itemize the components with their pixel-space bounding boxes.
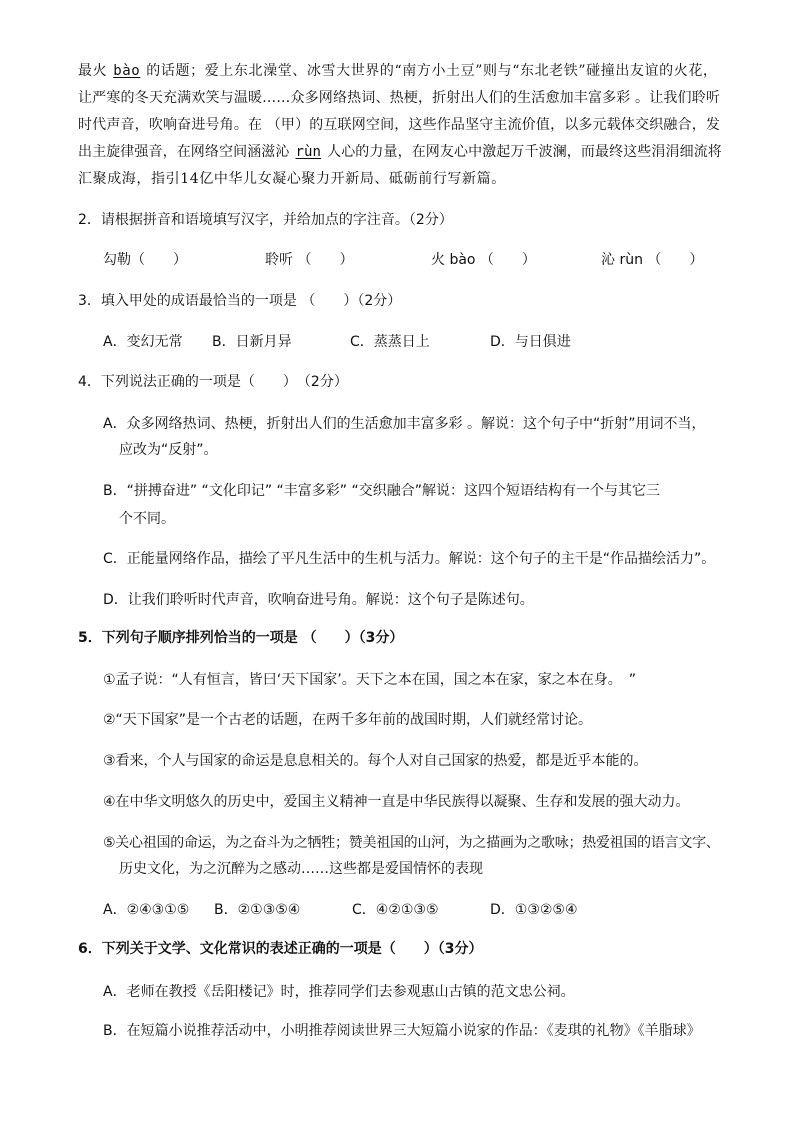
- q5-sentence-5-cont: 历史文化，为之沉醉为之感动……这些都是爱国情怀的表现: [119, 861, 483, 877]
- q2-blank-3: 火 bào （ ）: [431, 252, 536, 268]
- passage-line-5: 汇聚成海，指引14亿中华儿女凝心聚力开新局、砥砺前行写新篇。: [78, 171, 506, 187]
- q2-blank-1: 勾勒（ ）: [103, 252, 187, 268]
- q4-option-b-cont: 个不同。: [119, 511, 175, 527]
- q5-sentence-4: ④在中华文明悠久的历史中，爱国主义精神一直是中华民族得以凝聚、生存和发展的强大动力。: [103, 794, 690, 810]
- passage-line-3: 时代声音，吹响奋进号角。在 （甲）的互联网空间，这些作品坚守主流价值，以多元载体交织融合，发: [78, 117, 721, 133]
- q5-sentence-5: ⑤关心祖国的命运，为之奋斗为之牺牲；赞美祖国的山河，为之描画为之歌咏；热爱祖国的语言文字、: [103, 835, 720, 851]
- question-2-stem: 2．请根据拼音和语境填写汉字，并给加点的字注音。（2分）: [78, 212, 453, 228]
- q4-option-a-cont: 应改为“反射”。: [119, 442, 218, 458]
- q3-option-c: C．蒸蒸日上: [350, 334, 430, 350]
- pinyin-blank: rùn: [295, 144, 322, 160]
- q5-option-d: D．①③②⑤④: [490, 902, 578, 918]
- passage-line-2: 让严寒的冬天充满欢笑与温暖……众多网络热词、热梗，折射出人们的生活愈加丰富多彩 。让我们聆听: [78, 90, 721, 106]
- question-6-stem: 6．下列关于文学、文化常识的表述正确的一项是（ ）（3分）: [78, 941, 483, 957]
- passage-text: 最火: [78, 63, 108, 79]
- q3-option-a: A．变幻无常: [103, 334, 183, 350]
- passage-text: 的话题；爱上东北澡堂、冰雪大世界的“南方小土豆”则与“东北老铁”碰撞出友谊的火花，: [146, 63, 718, 79]
- question-4-stem: 4．下列说法正确的一项是（ ） （2分）: [78, 374, 348, 390]
- passage-line-1: [78, 62, 718, 80]
- q5-option-b: B．②①③⑤④: [214, 902, 301, 918]
- q3-option-b: B．日新月异: [212, 334, 292, 350]
- q3-option-d: D．与日俱进: [490, 334, 571, 350]
- q2-blank-4: 沁 rùn （ ）: [601, 252, 704, 268]
- question-3-stem: 3．填入甲处的成语最恰当的一项是 （ ）（2分）: [78, 293, 402, 309]
- passage-line-4: [78, 143, 722, 161]
- pinyin-blank: bào: [113, 63, 141, 79]
- q6-option-b: B．在短篇小说推荐活动中，小明推荐阅读世界三大短篇小说家的作品：《麦琪的礼物》《羊脂球》: [103, 1023, 701, 1039]
- q4-option-b: B．“拼搏奋进” “文化印记” “丰富多彩” “交织融合”解说：这四个短语结构有一个与其它三: [103, 483, 660, 499]
- passage-text: 出主旋律强音，在网络空间涵滋沁: [78, 144, 290, 160]
- q4-option-c: C．正能量网络作品，描绘了平凡生活中的生机与活力。解说：这个句子的主干是“作品描绘活力”。: [103, 551, 716, 567]
- question-5-stem: 5．下列句子顺序排列恰当的一项是 （ ）（3分）: [78, 630, 404, 646]
- q4-option-d: D．让我们聆听时代声音，吹响奋进号角。解说：这个句子是陈述句。: [103, 592, 534, 608]
- q2-blank-2: 聆听 （ ）: [265, 252, 354, 268]
- passage-text: 人心的力量，在网友心中激起万千波澜，而最终这些涓涓细流将: [327, 144, 722, 160]
- q5-sentence-2: ②“天下国家”是一个古老的话题，在两千多年前的战国时期，人们就经常讨论。: [103, 712, 593, 728]
- q5-sentence-1: ①孟子说：“人有恒言，皆曰‘天下国家’。天下之本在国，国之本在家，家之本在身。 ”: [103, 672, 636, 688]
- q4-option-a: A．众多网络热词、热梗，折射出人们的生活愈加丰富多彩 。解说：这个句子中“折射”用词不当，: [103, 416, 706, 432]
- q5-option-c: C．④②①③⑤: [352, 902, 439, 918]
- q5-sentence-3: ③看来，个人与国家的命运是息息相关的。每个人对自己国家的热爱，都是近乎本能的。: [103, 753, 648, 769]
- q6-option-a: A．老师在教授《岳阳楼记》时，推荐同学们去参观惠山古镇的范文忠公祠。: [103, 984, 575, 1000]
- q5-option-a: A．②④③①⑤: [103, 902, 190, 918]
